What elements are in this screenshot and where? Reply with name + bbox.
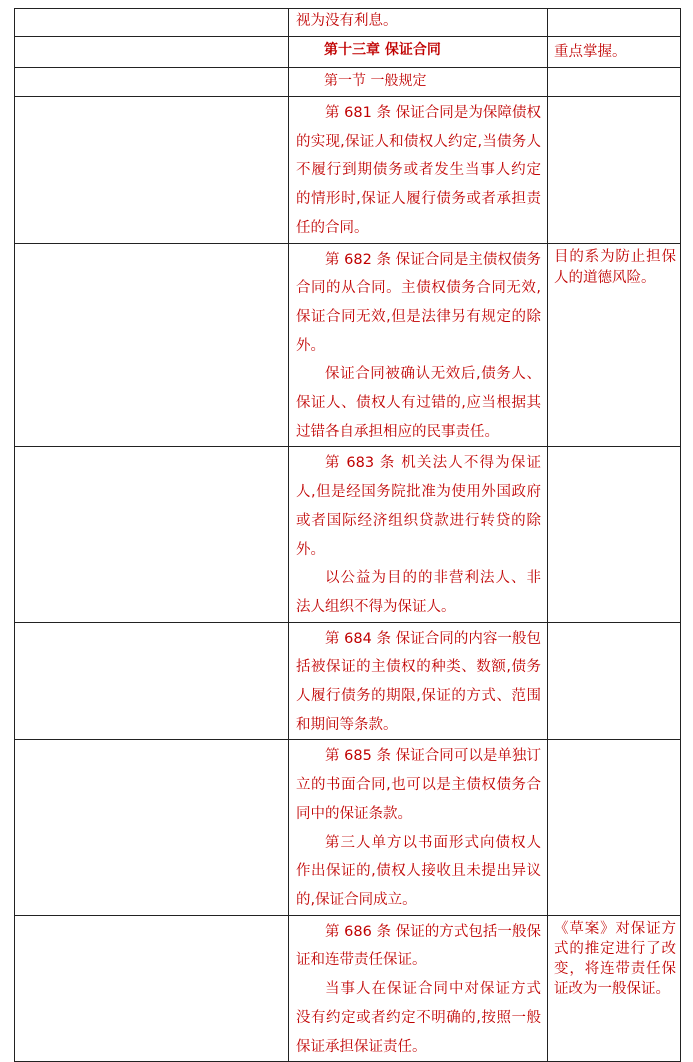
table-row bbox=[15, 243, 681, 447]
note-cell bbox=[548, 68, 681, 97]
note-text: 目的系为防止担保人的道德风险。 bbox=[554, 248, 676, 286]
article-text: 第三人单方以书面形式向债权人作出保证的,债权人接收且未提出异议的,保证合同成立。 bbox=[296, 834, 541, 908]
article-text: 视为没有利息。 bbox=[296, 13, 398, 29]
article-text: 第 684 条 保证合同的内容一般包括被保证的主债权的种类、数额,债务人履行债务的期限,保证的方式、范围和期间等条款。 bbox=[296, 630, 541, 733]
note-cell bbox=[548, 37, 681, 68]
left-cell bbox=[15, 9, 289, 37]
article-text: 第 683 条 机关法人不得为保证人,但是经国务院批准为使用外国政府或者国际经济组织贷款进行转贷的除外。 bbox=[296, 455, 541, 558]
article-cell bbox=[289, 447, 548, 622]
note-cell bbox=[548, 622, 681, 740]
left-cell bbox=[15, 68, 289, 97]
left-cell bbox=[15, 97, 289, 244]
left-cell bbox=[15, 915, 289, 1062]
note-cell bbox=[548, 243, 681, 447]
left-cell bbox=[15, 37, 289, 68]
left-cell bbox=[15, 447, 289, 622]
table-row bbox=[15, 9, 681, 37]
note-cell bbox=[548, 740, 681, 915]
comparison-table bbox=[14, 8, 681, 1062]
section-heading-cell bbox=[289, 68, 548, 97]
table-row bbox=[15, 97, 681, 244]
note-text: 《草案》对保证方式的推定进行了改变，将连带责任保证改为一般保证。 bbox=[554, 920, 676, 997]
article-text: 以公益为目的的非营利法人、非法人组织不得为保证人。 bbox=[296, 570, 541, 615]
left-cell bbox=[15, 243, 289, 447]
note-cell bbox=[548, 447, 681, 622]
article-cell bbox=[289, 740, 548, 915]
section-heading: 第一节 一般规定 bbox=[324, 73, 427, 89]
table-row bbox=[15, 68, 681, 97]
left-cell bbox=[15, 740, 289, 915]
table-row bbox=[15, 447, 681, 622]
article-text: 第 685 条 保证合同可以是单独订立的书面合同,也可以是主债权债务合同中的保证条款。 bbox=[296, 748, 541, 822]
table-row bbox=[15, 37, 681, 68]
note-cell bbox=[548, 915, 681, 1062]
article-text: 第 682 条 保证合同是主债权债务合同的从合同。主债权债务合同无效,保证合同无效,但是法律另有规定的除外。 bbox=[296, 251, 541, 354]
note-cell bbox=[548, 9, 681, 37]
chapter-heading-cell bbox=[289, 37, 548, 68]
article-cell bbox=[289, 9, 548, 37]
article-cell bbox=[289, 97, 548, 244]
note-cell bbox=[548, 97, 681, 244]
article-text: 当事人在保证合同中对保证方式没有约定或者约定不明确的,按照一般保证承担保证责任。 bbox=[296, 981, 541, 1055]
article-text: 第 681 条 保证合同是为保障债权的实现,保证人和债权人约定,当债务人不履行到期债务或者发生当事人约定的情形时,保证人履行债务或者承担责任的合同。 bbox=[296, 105, 541, 236]
table-row bbox=[15, 740, 681, 915]
table-row bbox=[15, 622, 681, 740]
article-cell bbox=[289, 243, 548, 447]
article-text: 保证合同被确认无效后,债务人、保证人、债权人有过错的,应当根据其过错各自承担相应的民事责任。 bbox=[296, 366, 541, 440]
article-cell bbox=[289, 622, 548, 740]
article-text: 第 686 条 保证的方式包括一般保证和连带责任保证。 bbox=[296, 923, 541, 969]
article-cell bbox=[289, 915, 548, 1062]
chapter-heading: 第十三章 保证合同 bbox=[324, 42, 441, 58]
left-cell bbox=[15, 622, 289, 740]
table-row bbox=[15, 915, 681, 1062]
note-text: 重点掌握。 bbox=[554, 44, 627, 60]
